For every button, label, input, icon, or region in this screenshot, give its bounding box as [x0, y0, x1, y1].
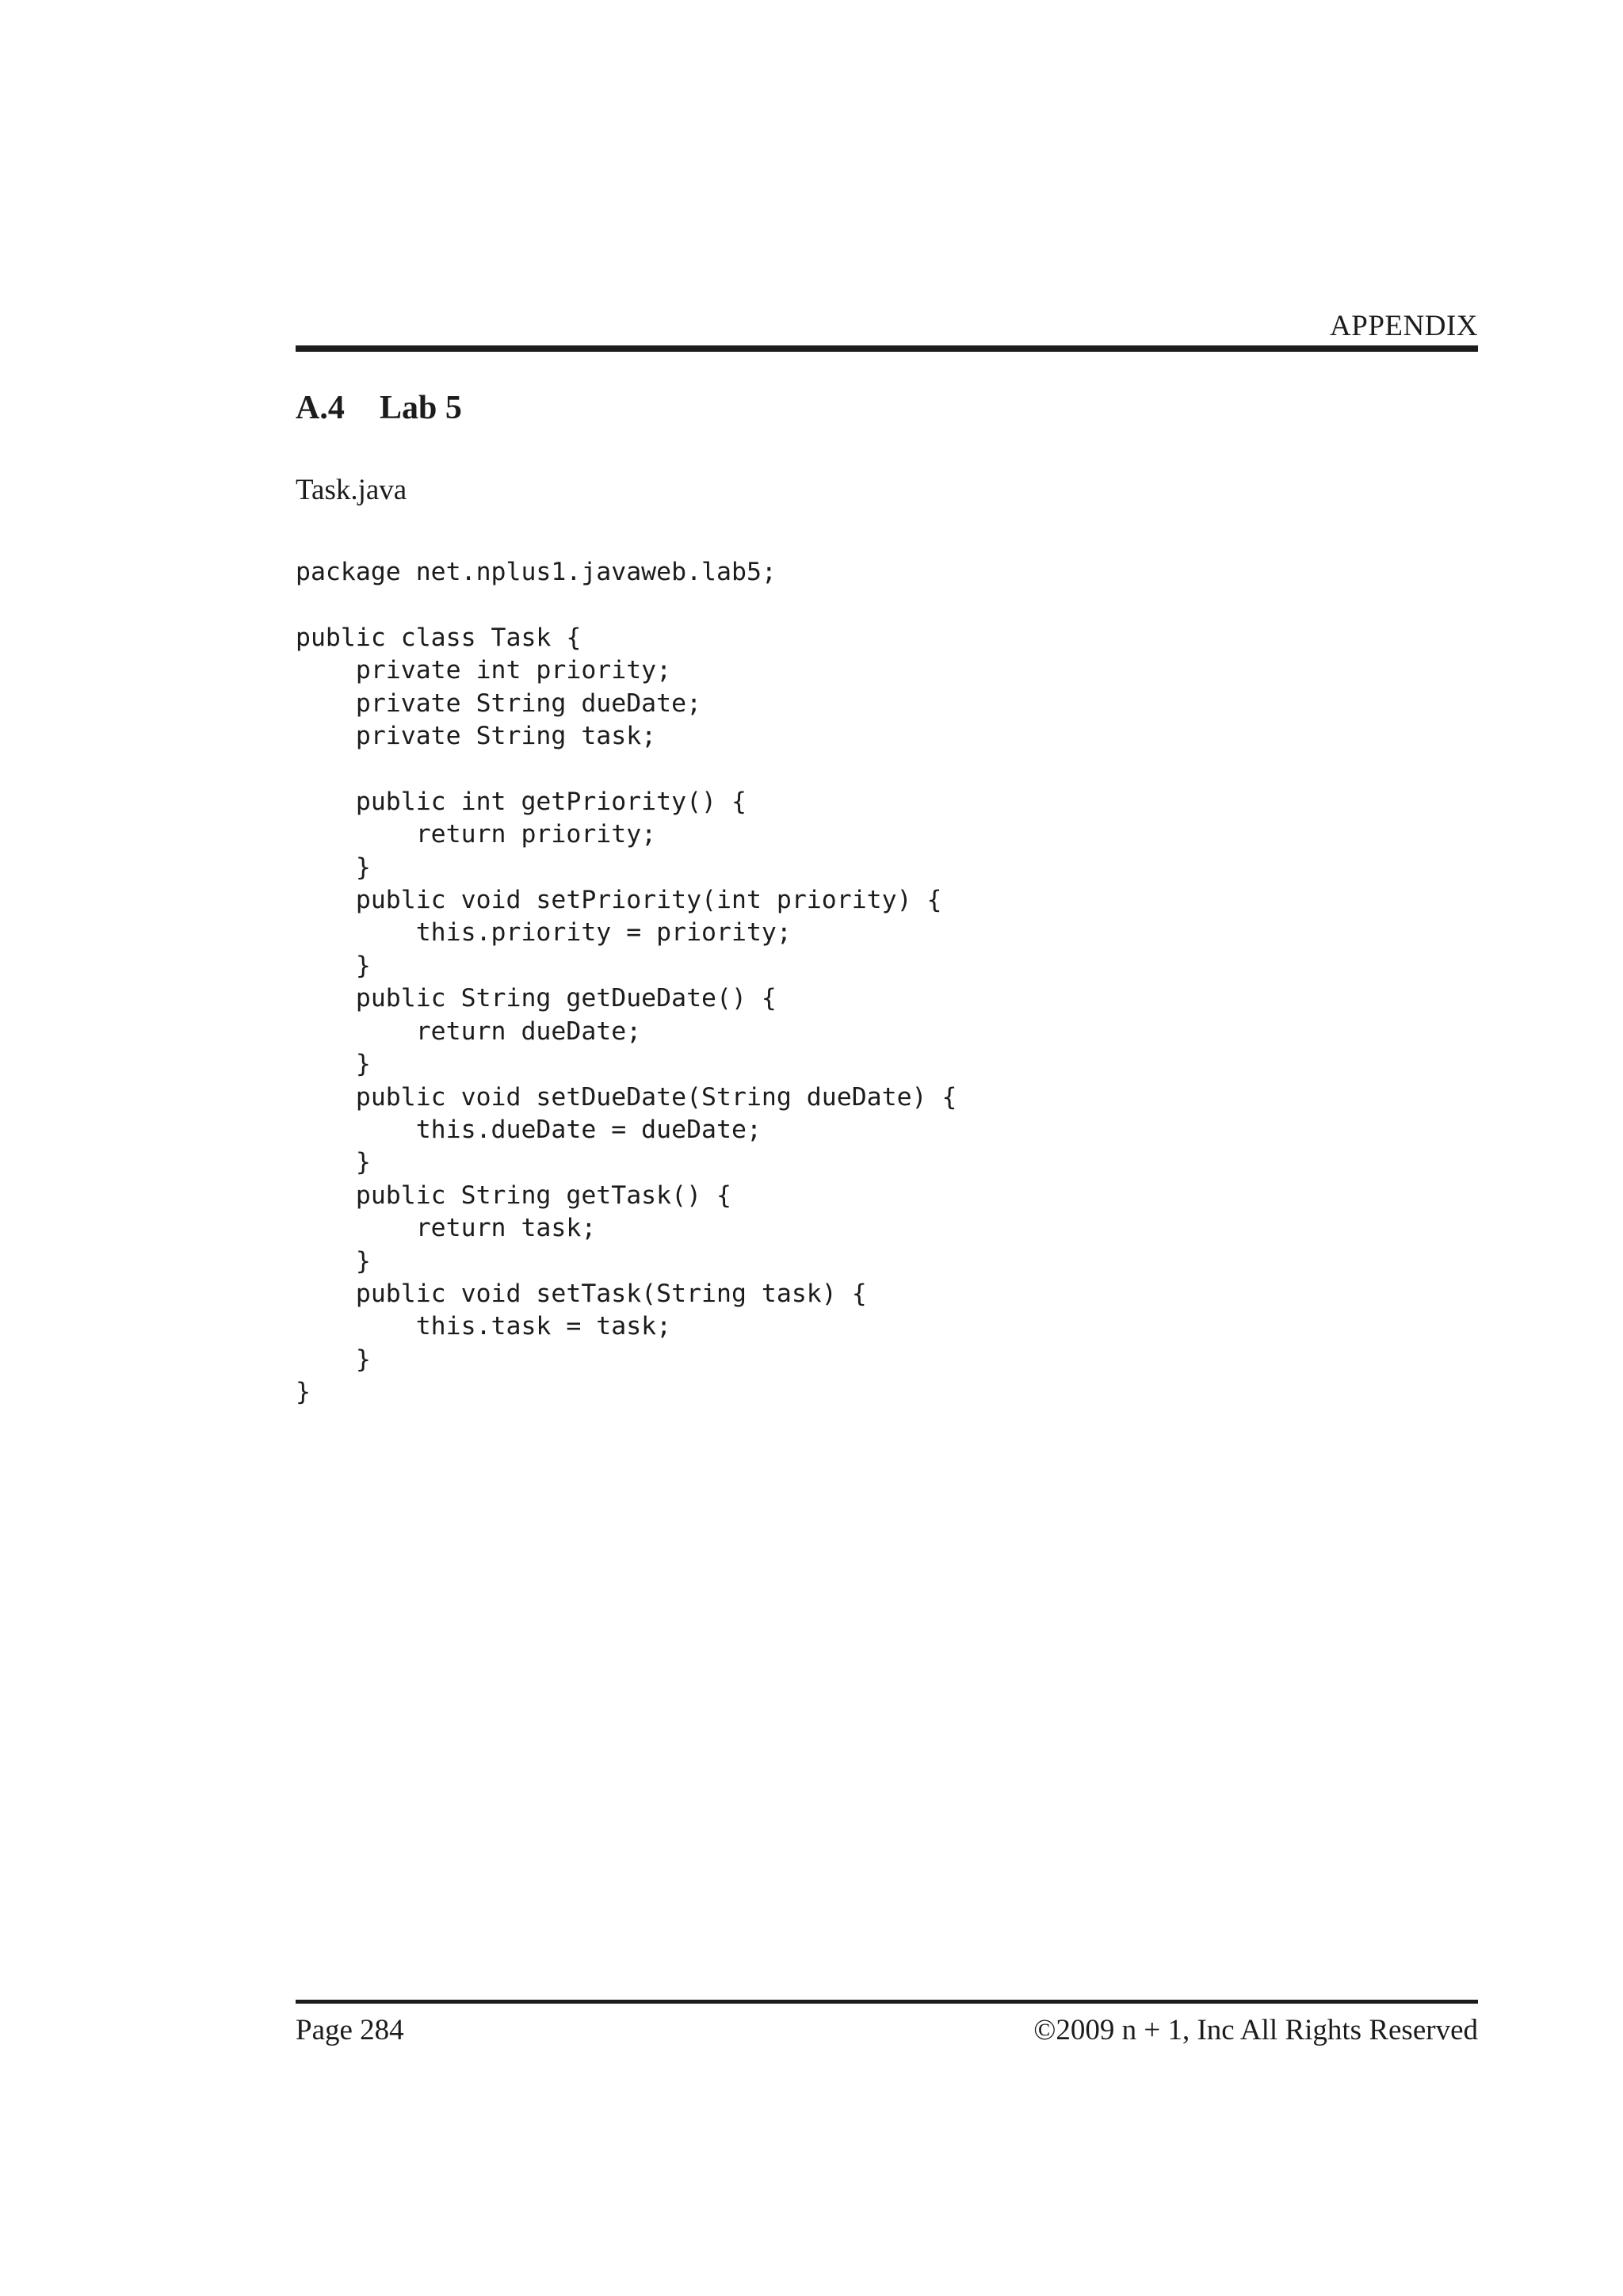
- header-rule: [296, 345, 1478, 352]
- page-number: Page 284: [296, 2014, 404, 2046]
- copyright-notice: ©2009 n + 1, Inc All Rights Reserved: [1033, 2014, 1478, 2046]
- section-number: A.4: [296, 390, 345, 426]
- footer-rule: [296, 2000, 1478, 2004]
- file-name-caption: Task.java: [296, 474, 407, 506]
- section-title: Lab 5: [380, 390, 462, 426]
- section-heading: [296, 389, 462, 427]
- running-head: APPENDIX: [1330, 310, 1478, 342]
- code-listing: package net.nplus1.javaweb.lab5; public class Task { private int priority; private String dueDate; private String task; public int getPriority() { return priority; } public void setPriority(int priority) { this.priority = priority; } public String getDueDate() { return dueDate; } public void setDueDate(String dueDate) { this.dueDate = dueDate; } public String getTask() { return task; } public void setTask(String task) { this.task = task; } }: [296, 558, 957, 1407]
